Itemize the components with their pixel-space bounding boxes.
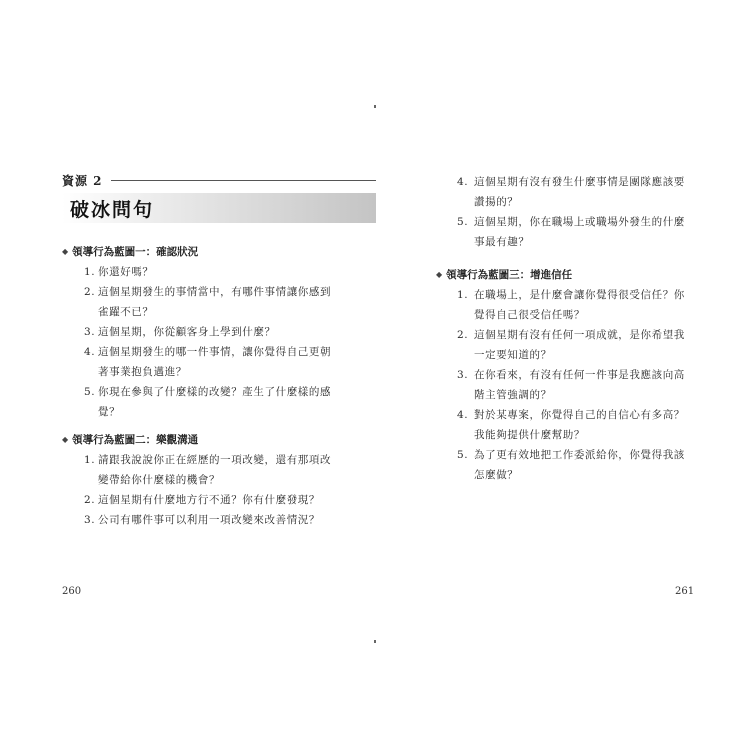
item-text: 公司有哪件事可以利用一項改變來改善情況？ xyxy=(98,514,320,526)
item-text: 這個星期，你在職場上或職場外發生的什麼事最有趣？ xyxy=(474,216,685,248)
continued-question-list xyxy=(457,172,687,252)
list-item xyxy=(457,365,687,405)
page-number: 261 xyxy=(675,586,695,597)
list-item xyxy=(457,212,687,252)
item-number: 2. xyxy=(457,329,469,341)
item-text: 這個星期，你從顧客身上學到什麼？ xyxy=(98,326,276,338)
item-number: 1. xyxy=(457,289,469,301)
item-number: 2. xyxy=(84,286,96,298)
item-number: 3. xyxy=(84,326,96,338)
item-text: 對於某專案，你覺得自己的自信心有多高？我能夠提供什麼幫助？ xyxy=(474,409,685,441)
question-list xyxy=(62,450,332,530)
chapter-title-bar xyxy=(62,193,376,223)
page-number: 260 xyxy=(62,586,82,597)
item-number: 1. xyxy=(84,266,96,278)
item-text: 在職場上，是什麼會讓你覺得很受信任？你覺得自己很受信任嗎？ xyxy=(474,289,685,321)
item-text: 請跟我說說你正在經歷的一項改變，還有那項改變帶給你什麼樣的機會？ xyxy=(98,454,332,486)
item-text: 這個星期有什麼地方行不通？你有什麼發現？ xyxy=(98,494,320,506)
question-list xyxy=(436,285,687,485)
item-text: 在你看來，有沒有任何一件事是我應該向高階主管強調的？ xyxy=(474,369,685,401)
chapter-rule xyxy=(111,180,376,181)
section-heading xyxy=(62,243,332,259)
chapter-title: 破冰問句 xyxy=(70,198,155,221)
section-heading xyxy=(62,431,332,447)
section-increase-trust xyxy=(436,266,691,485)
item-number: 3. xyxy=(84,514,96,526)
item-number: 5. xyxy=(84,386,96,398)
diamond-bullet-icon: ◆ xyxy=(62,246,69,256)
section-heading-text: 領導行為藍圖三：增進信任 xyxy=(446,268,573,281)
item-number: 5. xyxy=(457,449,469,461)
item-text: 為了更有效地把工作委派給你，你覺得我該怎麼做？ xyxy=(474,449,685,481)
section-confirm-status xyxy=(62,243,332,422)
diamond-bullet-icon: ◆ xyxy=(436,269,443,279)
list-item xyxy=(84,262,332,282)
chapter-label: 資源 2 xyxy=(62,173,103,188)
list-item xyxy=(457,405,687,445)
list-item xyxy=(457,325,687,365)
item-number: 4. xyxy=(457,176,469,188)
list-item xyxy=(84,342,332,382)
section-optimistic-communication xyxy=(62,431,332,530)
item-number: 1. xyxy=(84,454,96,466)
item-text: 這個星期有沒有發生什麼事情是團隊應該要讚揚的？ xyxy=(474,176,685,208)
item-number: 4. xyxy=(84,346,96,358)
chapter-header xyxy=(62,171,376,223)
list-item xyxy=(457,172,687,212)
list-item xyxy=(84,510,332,530)
list-item xyxy=(84,450,332,490)
item-text: 這個星期發生的事情當中，有哪件事情讓你感到雀躍不已？ xyxy=(98,286,332,318)
right-page xyxy=(375,0,750,750)
item-text: 這個星期有沒有任何一項成就，是你希望我一定要知道的？ xyxy=(474,329,685,361)
list-item xyxy=(84,282,332,322)
item-text: 你現在參與了什麼樣的改變？產生了什麼樣的感覺？ xyxy=(98,386,332,418)
item-number: 5. xyxy=(457,216,469,228)
item-text: 你還好嗎？ xyxy=(98,266,154,278)
list-item xyxy=(84,322,332,342)
section-heading-text: 領導行為藍圖二：樂觀溝通 xyxy=(72,433,199,446)
item-number: 4. xyxy=(457,409,469,421)
chapter-label-row xyxy=(62,171,376,189)
question-list xyxy=(62,262,332,422)
item-number: 2. xyxy=(84,494,96,506)
section-heading-text: 領導行為藍圖一：確認狀況 xyxy=(72,245,199,258)
item-number: 3. xyxy=(457,369,469,381)
list-item xyxy=(457,445,687,485)
item-text: 這個星期發生的哪一件事情，讓你覺得自己更朝著事業抱負邁進？ xyxy=(98,346,332,378)
list-item xyxy=(84,490,332,510)
list-item xyxy=(84,382,332,422)
section-heading xyxy=(436,266,691,282)
diamond-bullet-icon: ◆ xyxy=(62,434,69,444)
list-item xyxy=(457,285,687,325)
